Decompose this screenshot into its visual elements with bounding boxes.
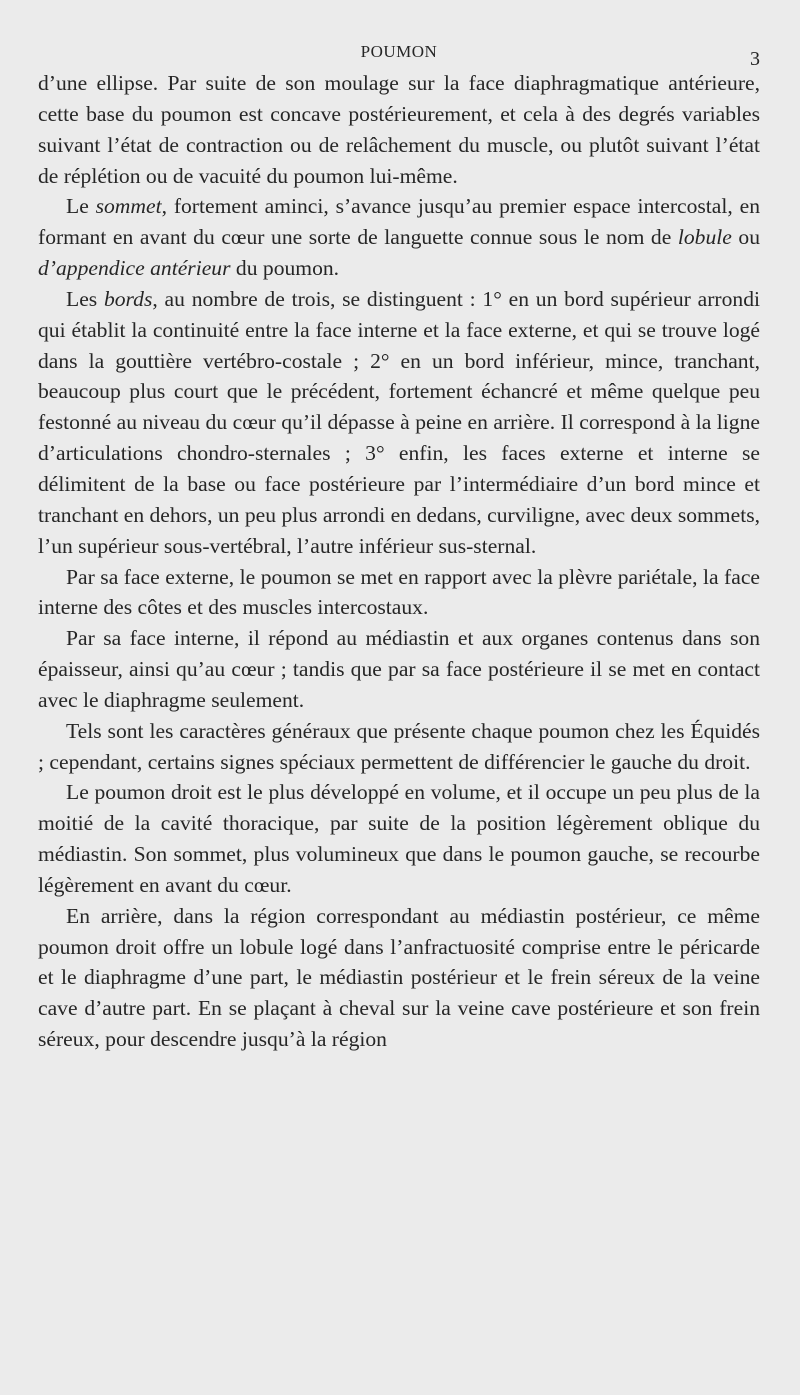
running-head [38, 38, 760, 68]
text-run: En arrière, dans la région correspondant au médiastin postérieur, ce même poumon droit offre un lobule logé dans l’anfractuosité comprise entre le péricarde et le diaphragme d’une part, le médiastin postérieur et le frein séreux de la veine cave d’autre part. En se plaçant à cheval sur la veine cave postérieure et son frein séreux, pour descendre jusqu’à la région [38, 903, 760, 1052]
paragraph [38, 716, 760, 778]
text-run: Tels sont les caractères généraux que présente chaque poumon chez les Équidés ; cependant, certains signes spéciaux permettent de différencier le gauche du droit. [38, 718, 760, 774]
italic-term: lobule [677, 225, 732, 250]
paragraph [38, 284, 760, 562]
body-text [38, 68, 760, 1055]
paragraph [38, 901, 760, 1055]
text-run: d’une ellipse. Par suite de son moulage sur la face diaphragmatique antérieure, cette base du poumon est concave postérieurement, et cela à des degrés variables suivant l’état de contraction ou de relâchement du muscle, ou plutôt suivant l’état de réplétion ou de vacuité du poumon lui-même. [38, 71, 760, 188]
italic-term: sommet [95, 194, 162, 219]
paragraph [38, 777, 760, 900]
paragraph [38, 623, 760, 716]
running-title: POUMON [360, 42, 438, 61]
paragraph [38, 68, 760, 191]
text-run: , au nombre de trois, se distinguent : 1° en un bord supérieur arrondi qui établit la continuité entre la face interne et la face externe, et qui se trouve logé dans la gouttière vertébro-costale ; 2° en un bord inférieur, mince, tranchant, beaucoup plus court que le précédent, fortement échancré et même quelque peu festonné au niveau du cœur qu’il dépasse à peine en arrière. Il correspond à la ligne d’articulations chondro-sternales ; 3° enfin, les faces externe et interne se délimitent de la base ou face postérieure par l’intermédiaire d’un bord mince et tranchant en dehors, un peu plus arrondi en dedans, curviligne, avec deux sommets, l’un supérieur sous-vertébral, l’autre inférieur sus-sternal. [38, 286, 760, 558]
italic-term: bords [103, 286, 153, 311]
text-run: ou [731, 225, 760, 250]
text-run: Le [66, 194, 96, 219]
paragraph [38, 191, 760, 284]
paragraph [38, 562, 760, 624]
text-run: Par sa face interne, il répond au médiastin et aux organes contenus dans son épaisseur, ainsi qu’au cœur ; tandis que par sa face postérieure il se met en contact avec le diaphragme seulement. [38, 626, 760, 712]
text-run: Les [66, 286, 104, 311]
text-run: du poumon. [230, 256, 340, 281]
text-run: Le poumon droit est le plus développé en volume, et il occupe un peu plus de la moitié de la cavité thoracique, par suite de la position légèrement oblique du médiastin. Son sommet, plus volumineux que dans le poumon gauche, se recourbe légèrement en avant du cœur. [38, 780, 760, 897]
page-number: 3 [750, 48, 760, 70]
text-run: Par sa face externe, le poumon se met en rapport avec la plèvre pariétale, la face interne des côtes et des muscles intercostaux. [38, 564, 760, 620]
italic-term: d’appendice antérieur [38, 256, 231, 281]
text-run: , fortement aminci, s’avance jusqu’au premier espace intercostal, en formant en avant du cœur une sorte de languette connue sous le nom de [38, 194, 760, 250]
